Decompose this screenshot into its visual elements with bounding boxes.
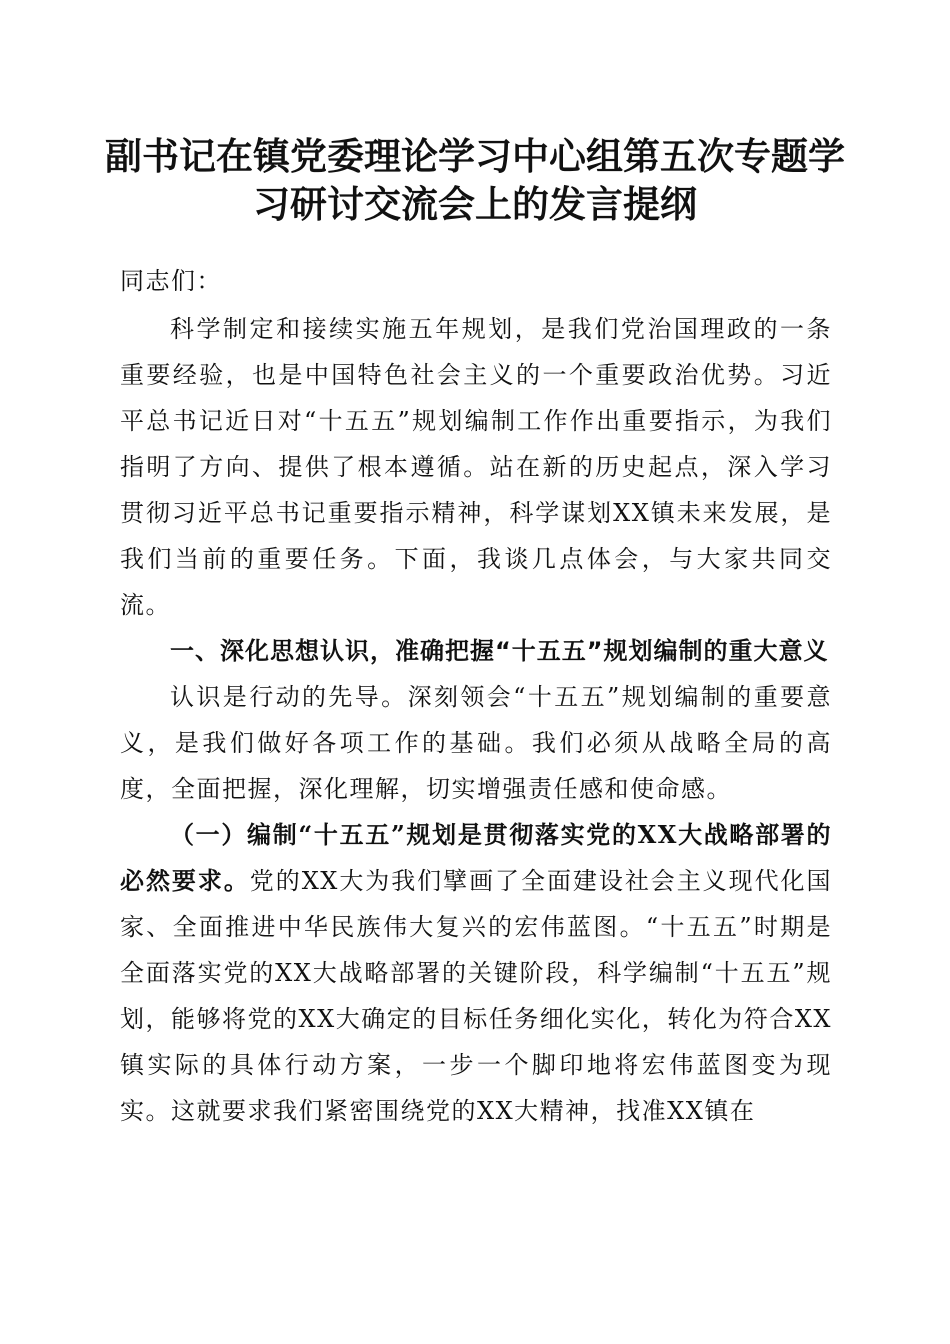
document-title: 副书记在镇党委理论学习中心组第五次专题学习研讨交流会上的发言提纲 <box>105 134 845 226</box>
salutation: 同志们： <box>120 267 222 295</box>
subsection-1-paragraph <box>120 812 832 1134</box>
document-body <box>120 258 832 1134</box>
subsection-1-lead: （一）编制“十五五”规划是贯彻落实党的XX大战略部署的必然要求。 <box>120 820 832 895</box>
subsection-1-text: 党的XX大为我们擘画了全面建设社会主义现代化国家、全面推进中华民族伟大复兴的宏伟蓝图。“十五五”时期是全面落实党的XX大战略部署的关键阶段，科学编制“十五五”规划，能够将党的XX大确定的目标任务细化实化，转化为符合XX镇实际的具体行动方案，一步一个脚印地将宏伟蓝图变为现实。这就要求我们紧密围绕党的XX大精神，找准XX镇在 <box>120 867 833 1125</box>
section-heading-1: 一、深化思想认识，准确把握“十五五”规划编制的重大意义 <box>170 637 829 665</box>
intro-paragraph: 科学制定和接续实施五年规划，是我们党治国理政的一条重要经验，也是中国特色社会主义的一个重要政治优势。习近平总书记近日对“十五五”规划编制工作作出重要指示，为我们指明了方向、提供了根本遵循。站在新的历史起点，深入学习贯彻习近平总书记重要指示精神，科学谋划XX镇未来发展，是我们当前的重要任务。下面，我谈几点体会，与大家共同交流。 <box>120 315 832 619</box>
section-1-paragraph: 认识是行动的先导。深刻领会“十五五”规划编制的重要意义，是我们做好各项工作的基础。我们必须从战略全局的高度，全面把握，深化理解，切实增强责任感和使命感。 <box>120 683 832 803</box>
